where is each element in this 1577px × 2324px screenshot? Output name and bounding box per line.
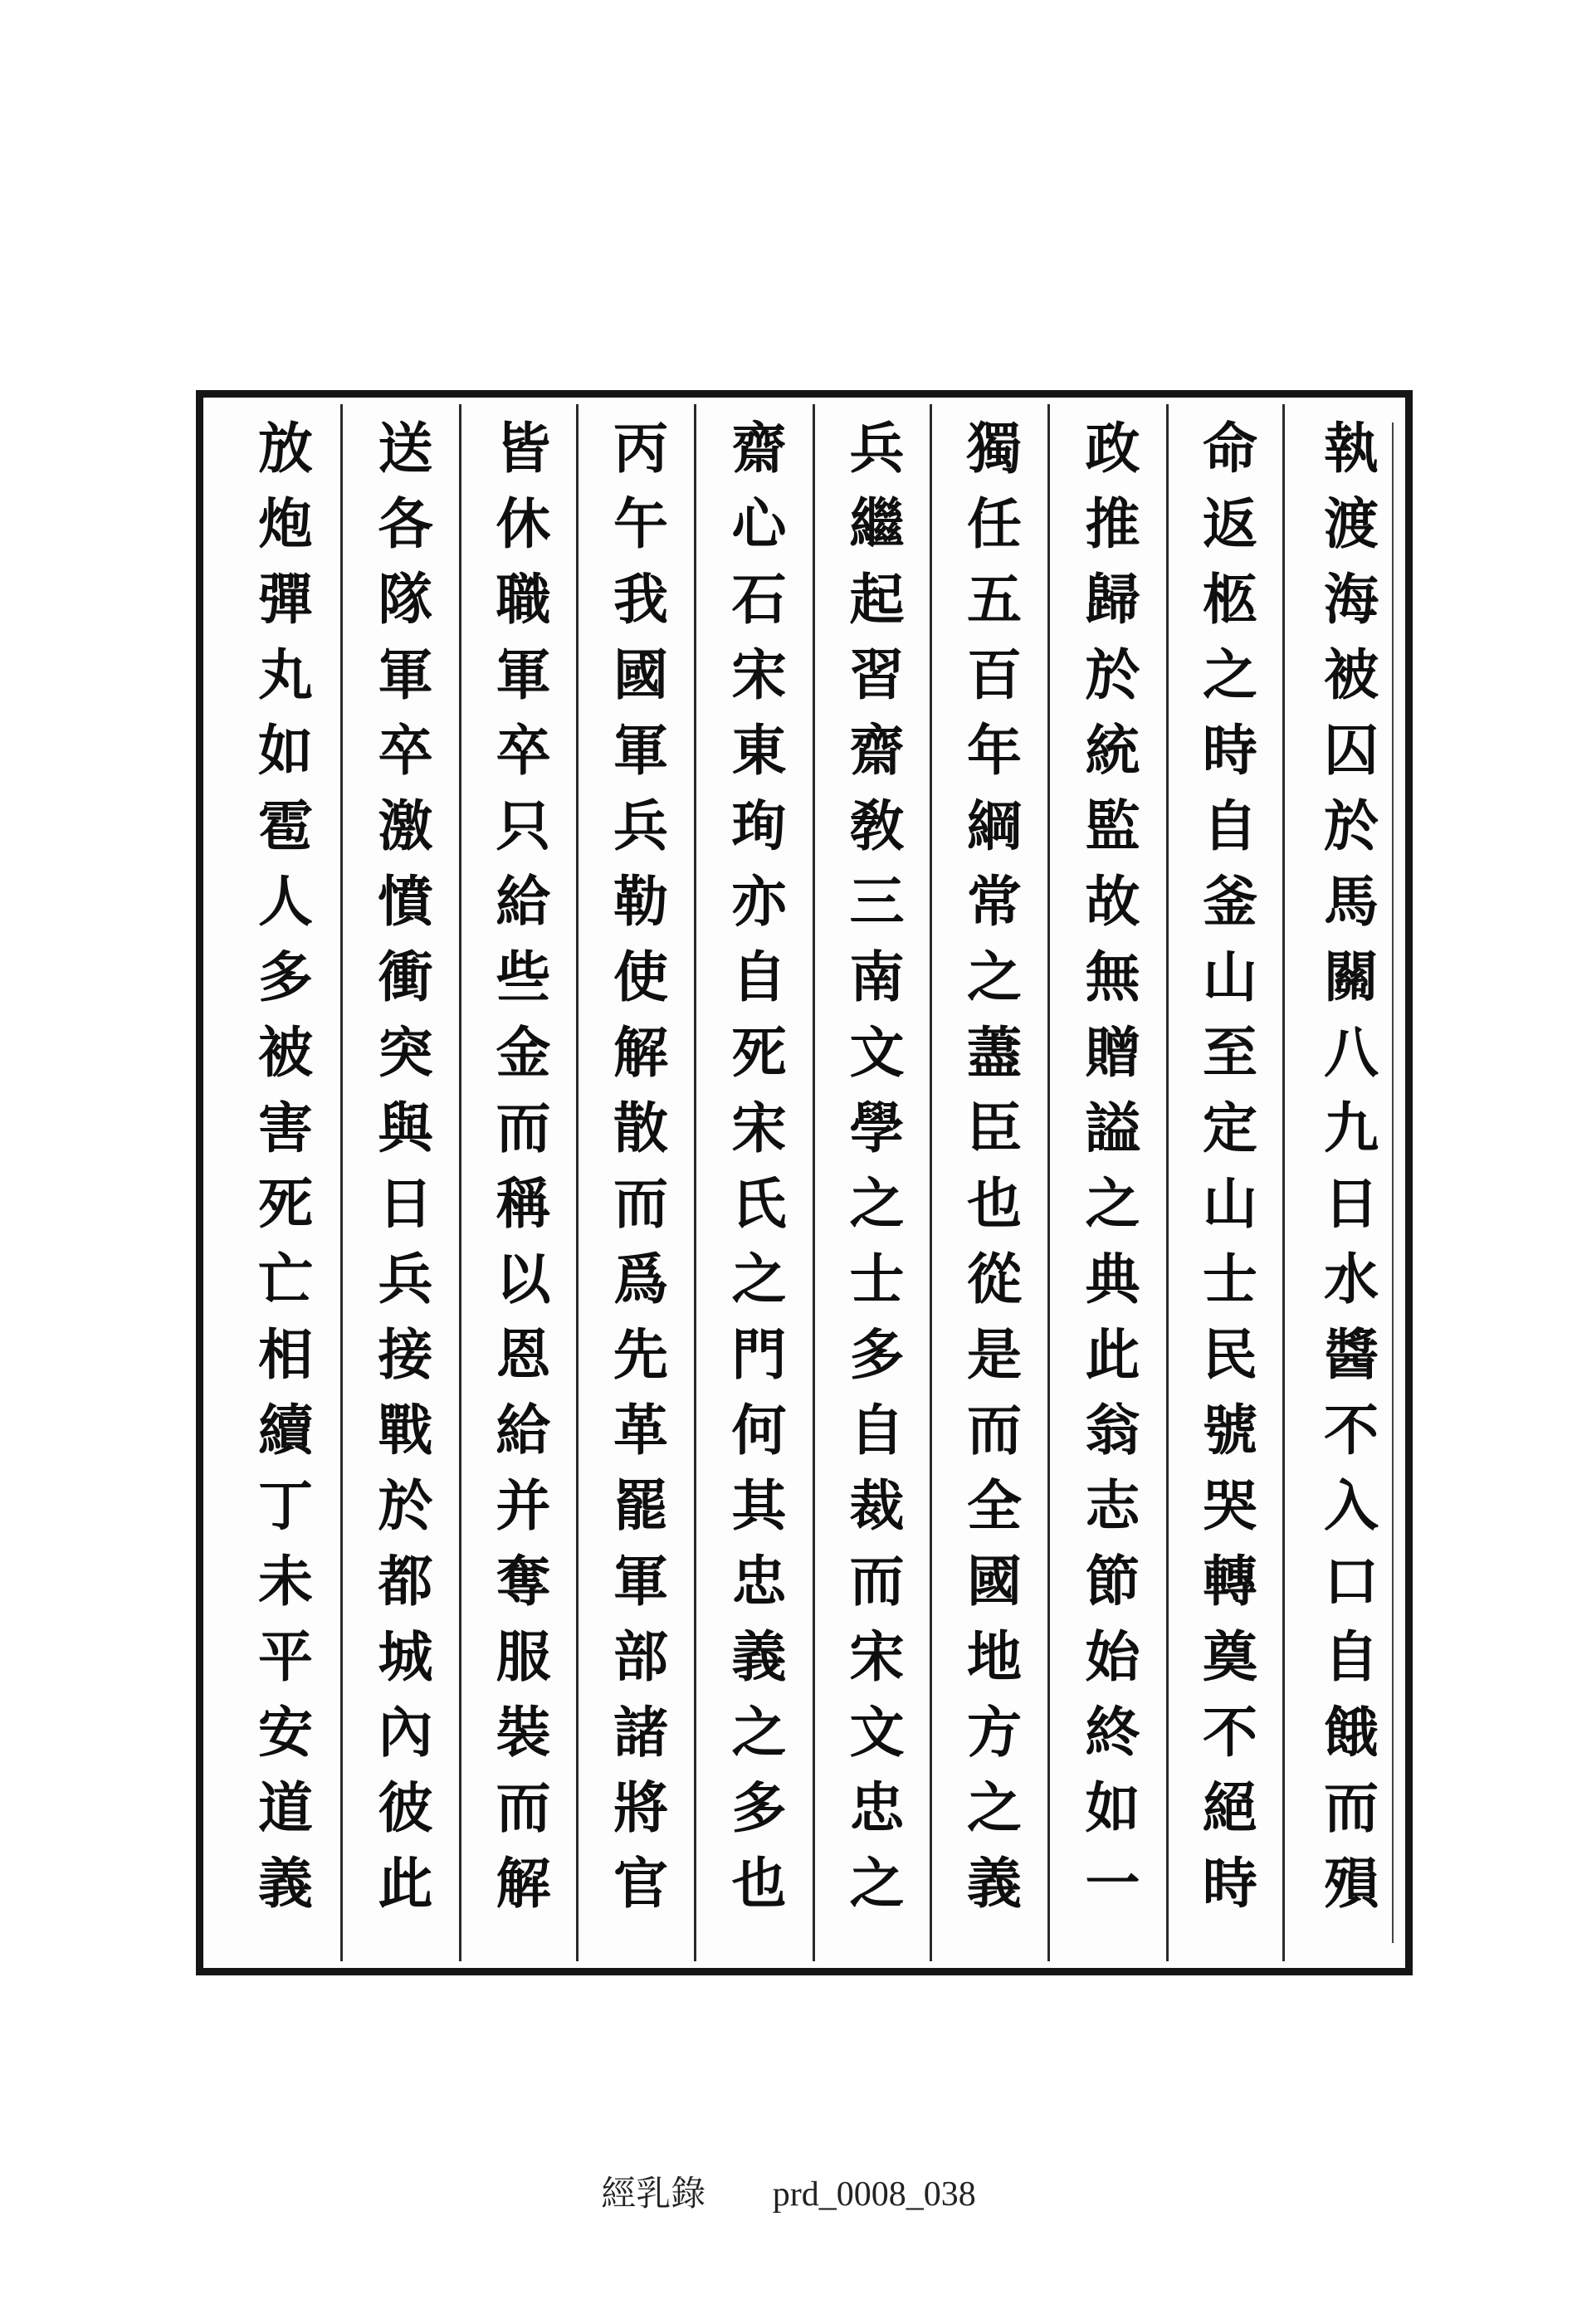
column-divider <box>813 404 815 1961</box>
column-text: 送各隊軍卒激憤衝突與日兵接戰於都城內彼此 <box>369 419 433 1930</box>
column-divider <box>1282 404 1285 1961</box>
column-text: 兵繼起習齋敎三南文學之士多自裁而宋文忠之 <box>840 419 905 1930</box>
column-divider <box>576 404 579 1961</box>
column-text: 皆休職軍卒只給些金而稱以恩給并奪服裝而解 <box>486 419 551 1930</box>
column-container <box>203 398 1405 1968</box>
column-text: 齋心石宋東珣亦自死宋氏之門何其忠義之多也 <box>722 419 787 1930</box>
column-text: 放炮彈丸如雹人多被害死亡相續丁未平安道義 <box>248 419 314 1930</box>
text-frame <box>196 390 1413 1975</box>
text-column-3 <box>1050 398 1166 1968</box>
text-column-4 <box>932 398 1047 1968</box>
page-footer <box>0 2166 1577 2216</box>
text-column-10 <box>222 398 340 1968</box>
column-text: 命返柩之時自釜山至定山士民號哭轉奠不絕時 <box>1193 419 1258 1930</box>
text-column-2 <box>1169 398 1282 1968</box>
column-divider <box>694 404 696 1961</box>
text-column-6 <box>696 398 813 1968</box>
column-divider <box>930 404 932 1961</box>
text-column-8 <box>461 398 576 1968</box>
column-text: 獨任五百年綱常之藎臣也從是而全國地方之義 <box>957 419 1023 1930</box>
column-divider <box>1047 404 1050 1961</box>
column-text: 執渡海被囚於馬關八九日水醬不入口自餓而殞 <box>1314 419 1379 1930</box>
text-column-5 <box>815 398 930 1968</box>
text-column-7 <box>579 398 694 1968</box>
page-identifier: prd_0008_038 <box>772 2175 976 2214</box>
column-divider <box>340 404 343 1961</box>
book-title: 經乳錄 <box>601 2175 706 2214</box>
column-text: 政推歸於統監故無贈謚之典此翁志節始終如一 <box>1076 419 1140 1930</box>
column-text: 丙午我國軍兵勒使解散而爲先革罷軍部諸將官 <box>603 419 669 1930</box>
text-column-1 <box>1286 398 1407 1968</box>
column-divider <box>1166 404 1169 1961</box>
column-divider <box>459 404 461 1961</box>
text-column-9 <box>343 398 459 1968</box>
